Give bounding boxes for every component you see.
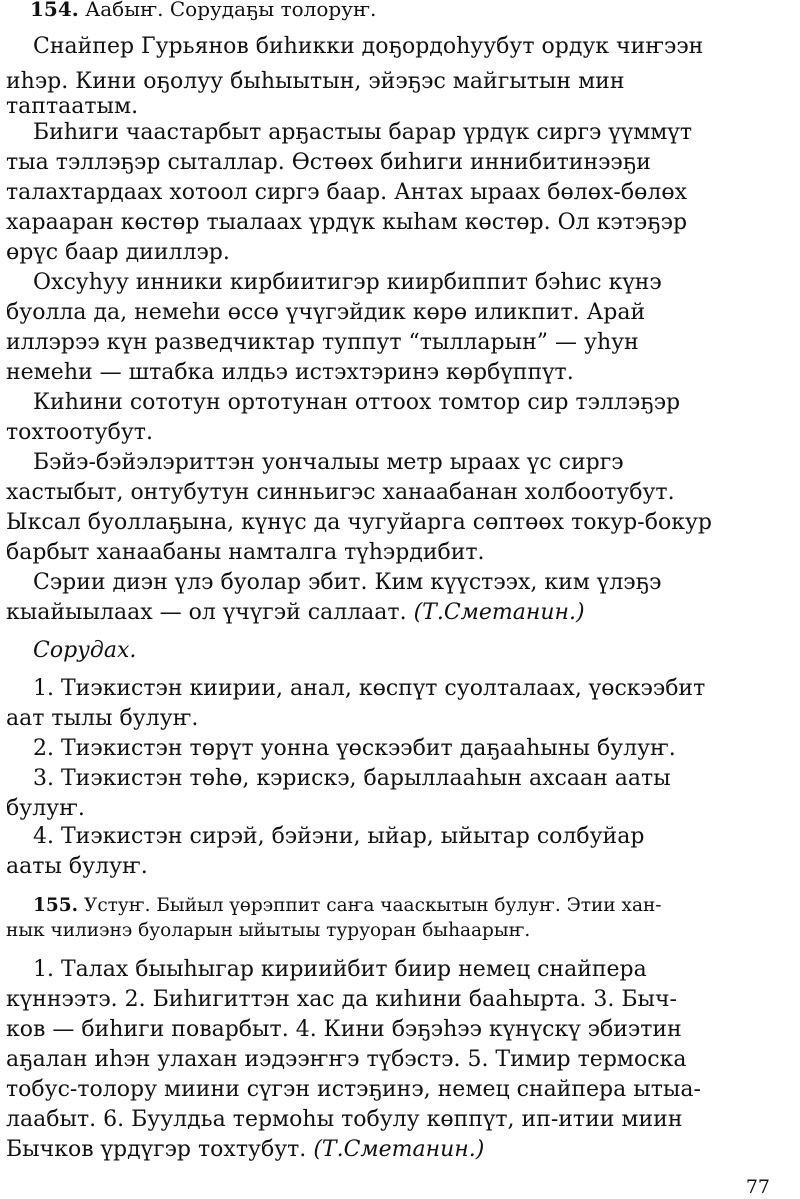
- text-line: хастыбыт, онтубутун синньигэс ханаабанан холбоотубут.: [6, 480, 675, 505]
- text-line: Снайпер Гурьянов биһикки доҕордоһуубут ордук чиҥээн: [33, 34, 704, 59]
- text-line: Бэйэ-бэйэлэриттэн уончалыы метр ыраах үс сиргэ: [33, 450, 624, 475]
- tasks-heading: [33, 636, 136, 666]
- attribution: (Т.Сметанин.): [413, 600, 585, 625]
- text-line: талахтардаах хотоол сиргэ баар. Антах ыраах бөлөх-бөлөх: [6, 180, 687, 205]
- text-line: тыа тэллэҕэр сыталлар. Өстөөх биһиги иннибитинээҕи: [6, 150, 651, 175]
- exercise-instruction: Устуҥ. Быйыл үөрэппит саҥа чааскытын булуҥ. Этии хан-: [83, 895, 662, 916]
- task-item: ааты булуҥ.: [6, 854, 148, 879]
- text-line: Киһини сототун ортотунан оттоох томтор сир тэллэҕэр: [33, 390, 681, 415]
- task-item: булуҥ.: [6, 796, 85, 821]
- text-line: таптаатым.: [6, 94, 139, 119]
- page-number: 77: [745, 1176, 770, 1198]
- text-line: Сэрии диэн үлэ буолар эбит. Ким күүстээх, ким үлэҕэ: [33, 570, 662, 595]
- text-line: немеһи — штабка илдьэ истэхтэринэ көрбүппүт.: [6, 360, 574, 385]
- text-line: тобус-толору миини сүгэн истэҕинэ, немец снайпера ытыа-: [6, 1077, 701, 1102]
- text-line: ков — биһиги поварбыт. 4. Кини бэҕэһээ күнүскү эбиэтин: [6, 1017, 682, 1042]
- text-line: харааран көстөр тыалаах үрдүк кыһам көстөр. Ол кэтэҕэр: [6, 210, 688, 235]
- attribution: (Т.Сметанин.): [313, 1137, 485, 1162]
- task-item: аат тылы булуҥ.: [6, 706, 199, 731]
- exercise-number: 154.: [30, 0, 79, 21]
- exercise-155-header: [33, 893, 662, 919]
- text-line: [6, 1135, 484, 1165]
- text-line: буолла да, немеһи өссө үчүгэйдик көрө иликпит. Арай: [6, 300, 646, 325]
- text-line: лаабыт. 6. Буулдьа термоһы тобулу көппүт, ип-итии миин: [6, 1107, 683, 1132]
- task-item: 2. Тиэкистэн төрүт уонна үөскээбит даҕааһыны булуҥ.: [33, 736, 676, 761]
- exercise-154-header: [30, 0, 376, 24]
- text-line: күннээтэ. 2. Биһигиттэн хас да киһини бааһырта. 3. Быч-: [6, 987, 677, 1012]
- task-item: 1. Тиэкистэн киирии, анал, көспүт суолталаах, үөскээбит: [33, 676, 706, 701]
- text-line: тохтоотубут.: [6, 420, 153, 445]
- text-line: [6, 598, 585, 628]
- text-line: Ыксал буоллаҕына, күнүс да чугуйарга сөптөөх токур-бокур: [6, 510, 712, 535]
- text-line-content: Бычков үрдүгэр тохтубут.: [6, 1137, 307, 1162]
- text-line-content: кыайыылаах — ол үчүгэй саллаат.: [6, 600, 407, 625]
- text-line: өрүс баар дииллэр.: [6, 240, 230, 265]
- text-line: иһэр. Кини оҕолуу быһыытын, эйэҕэс майгытын мин: [6, 69, 625, 94]
- text-line: 1. Талах быыһыгар кириийбит биир немец снайпера: [33, 957, 647, 982]
- exercise-number: 155.: [33, 895, 79, 916]
- tasks-heading-text: Сорудах.: [33, 638, 137, 663]
- text-line: иллэрээ күн разведчиктар туппут “тылларын” — уһун: [6, 330, 639, 355]
- text-line: Биһиги чаастарбыт арҕастыы барар үрдүк сиргэ үүммүт: [33, 120, 693, 145]
- task-item: 3. Тиэкистэн төһө, кэрискэ, барыллааһын ахсаан ааты: [33, 766, 671, 791]
- task-item: 4. Тиэкистэн сирэй, бэйэни, ыйар, ыйытар солбуйар: [33, 824, 645, 849]
- exercise-instruction: Аабыҥ. Сорудаҕы толоруҥ.: [85, 0, 377, 21]
- text-line: барбыт ханаабаны намталга түһэрдибит.: [6, 540, 485, 565]
- text-line: аҕалан иһэн улахан иэдээҥҥэ түбэстэ. 5. Тимир термоска: [6, 1047, 687, 1072]
- exercise-instruction: нык чилиэнэ буоларын ыйытыы туруоран быһаарыҥ.: [6, 920, 531, 941]
- text-line: Охсуһуу инники кирбиитигэр киирбиппит бэһис күнэ: [33, 270, 662, 295]
